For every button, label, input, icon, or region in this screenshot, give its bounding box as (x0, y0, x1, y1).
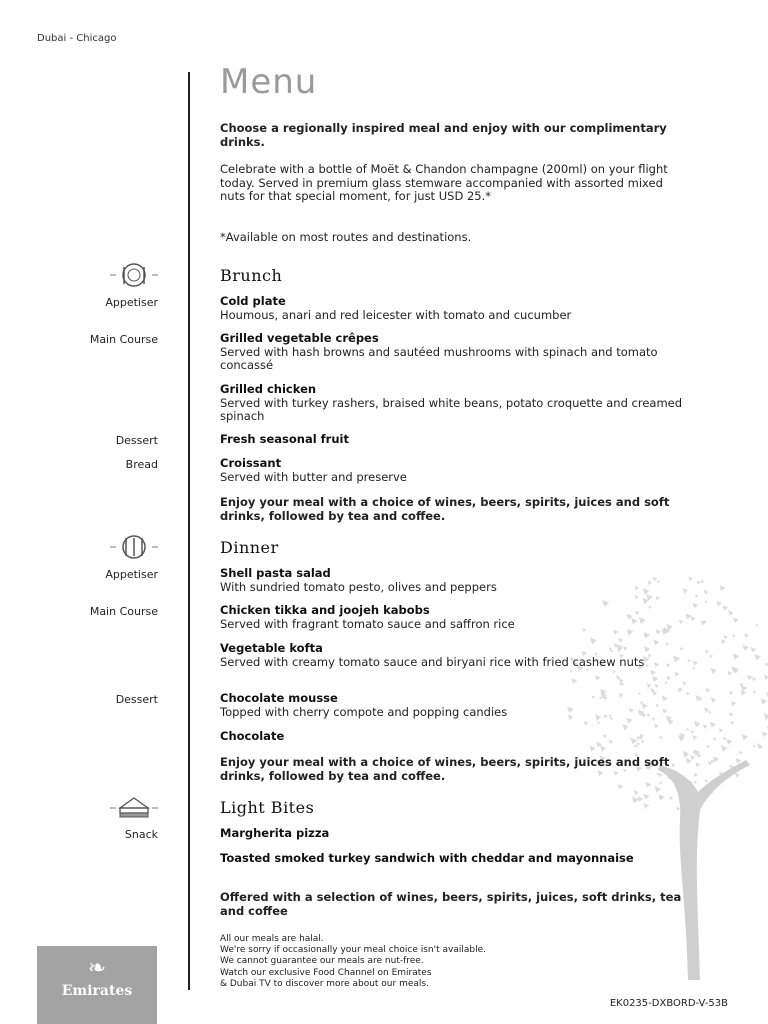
leaf-shape (719, 728, 723, 732)
leaf-shape (751, 647, 757, 653)
leaf-shape (637, 796, 643, 802)
leaf-shape (752, 677, 756, 681)
leaf-shape (694, 773, 698, 777)
leaf-shape (674, 672, 679, 677)
brunch-bread-item (220, 457, 690, 484)
leaf-shape (694, 721, 700, 727)
footnote-line: Watch our exclusive Food Channel on Emirates (220, 967, 432, 978)
item-name: Cold plate (220, 294, 286, 308)
footnote-line: & Dubai TV to discover more about our meals. (220, 978, 429, 989)
leaf-shape (704, 590, 709, 595)
leaf-shape (643, 803, 649, 809)
leaf-shape (723, 605, 728, 610)
brunch-bread-label: Bread (125, 458, 158, 471)
brunch-dessert-item (220, 433, 690, 447)
leaf-shape (618, 784, 623, 789)
item-description: Topped with cherry compote and popping candies (220, 704, 508, 719)
calligraphy-mark-icon: ❧ (87, 956, 107, 981)
leaf-shape (731, 701, 736, 706)
leaf-shape (753, 744, 756, 747)
dinner-main-label: Main Course (89, 605, 158, 618)
leaf-shape (705, 688, 710, 693)
leaf-shape (571, 678, 577, 684)
leaf-shape (654, 724, 659, 729)
item-name: Shell pasta salad (220, 566, 331, 580)
leaf-shape (713, 738, 716, 741)
brunch-drinks: Enjoy your meal with a choice of wines, beers, spirits, juices and soft drinks, followed by tea and coffee. (220, 495, 670, 523)
item-name: Toasted smoked turkey sandwich with cheddar and mayonnaise (220, 851, 634, 865)
leaf-shape (695, 762, 700, 767)
intro-availability: *Available on most routes and destinations. (220, 230, 472, 244)
leaf-shape (744, 633, 749, 638)
leaf-shape (708, 711, 711, 714)
brunch-plate-icon (110, 262, 158, 288)
item-description: Served with turkey rashers, braised white beans, potato croquette and creamed spinach (220, 395, 683, 423)
leaf-shape (747, 675, 753, 681)
leaf-shape (570, 670, 573, 673)
leaf-shape (732, 634, 735, 637)
brunch-main-label: Main Course (89, 333, 158, 346)
leaf-shape (690, 730, 694, 734)
leaf-shape (597, 721, 600, 724)
leaf-shape (733, 653, 739, 659)
brunch-main1-item (220, 332, 690, 373)
brunch-dessert-label: Dessert (115, 434, 158, 447)
leaf-shape (730, 721, 734, 725)
leaf-shape (595, 675, 600, 680)
snack2-item (220, 852, 690, 866)
leaf-shape (723, 737, 727, 741)
footnote-line: We cannot guarantee our meals are nut-free. (220, 956, 424, 967)
leaf-shape (711, 668, 717, 674)
leaf-shape (600, 745, 606, 751)
leaf-shape (644, 632, 650, 638)
snack1-item (220, 827, 690, 841)
leaf-shape (760, 698, 766, 704)
leaf-shape (705, 600, 708, 603)
leaf-shape (652, 676, 658, 682)
leaf-shape (693, 661, 698, 666)
leaf-shape (665, 681, 668, 684)
brunch-title: Brunch (220, 266, 283, 285)
item-description: Served with fragrant tomato sauce and saffron rice (220, 616, 515, 631)
leaf-shape (669, 796, 673, 800)
leaf-shape (694, 781, 697, 784)
leaf-shape (721, 745, 728, 752)
leaf-shape (695, 594, 698, 597)
leaf-shape (634, 790, 639, 795)
leaf-shape (658, 794, 664, 800)
leaf-shape (693, 603, 698, 608)
leaf-shape (704, 779, 708, 783)
leaf-shape (650, 670, 656, 676)
brunch-appetiser-item (220, 295, 690, 322)
item-description: Served with butter and preserve (220, 469, 407, 484)
dinner-dessert-label: Dessert (115, 693, 158, 706)
leaf-shape (729, 712, 733, 716)
leaf-shape (654, 786, 661, 793)
leaf-shape (647, 683, 652, 688)
item-name: Chocolate mousse (220, 691, 338, 705)
intro-lead: Choose a regionally inspired meal and enjoy with our complimentary drinks. (220, 121, 667, 149)
emirates-logo (37, 946, 157, 1024)
leaf-shape (656, 596, 661, 601)
leaf-shape (635, 595, 639, 599)
leaf-shape (716, 601, 722, 607)
item-description: Served with creamy tomato sauce and biryani rice with fried cashew nuts (220, 654, 645, 669)
leaf-shape (710, 722, 716, 728)
footnote (220, 934, 600, 990)
item-name: Margherita pizza (220, 826, 330, 840)
leaf-shape (721, 639, 726, 644)
leaf-shape (729, 691, 733, 695)
light-bites-title: Light Bites (220, 798, 315, 817)
leaf-shape (590, 746, 596, 752)
leaf-shape (764, 675, 768, 680)
snack-label: Snack (124, 828, 158, 841)
dinner-drinks: Enjoy your meal with a choice of wines, beers, spirits, juices and soft drinks, followed by tea and coffee. (220, 755, 670, 783)
leaf-shape (753, 691, 756, 694)
leaf-shape (755, 624, 758, 627)
footnote-line: All our meals are halal. (220, 934, 324, 944)
sandwich-icon (110, 795, 158, 821)
item-description: Served with hash browns and sautéed mushrooms with spinach and tomato concassé (220, 344, 658, 372)
item-name: Grilled vegetable crêpes (220, 331, 379, 345)
vertical-divider (188, 72, 190, 990)
leaf-shape (655, 684, 659, 688)
item-name: Vegetable kofta (220, 641, 323, 655)
leaf-shape (692, 735, 697, 740)
leaf-shape (584, 721, 588, 725)
brunch-appetiser-label: Appetiser (105, 296, 158, 309)
leaf-shape (733, 617, 739, 623)
leaf-shape (742, 645, 748, 651)
leaf-shape (711, 697, 717, 703)
page-title: Menu (220, 62, 318, 102)
dinner-appetiser-label: Appetiser (105, 568, 158, 581)
leaf-shape (764, 713, 768, 720)
item-name: Grilled chicken (220, 382, 317, 396)
leaf-shape (690, 616, 695, 621)
leaf-shape (728, 610, 734, 616)
brunch-main2-item (220, 383, 690, 424)
item-description: Houmous, anari and red leicester with tomato and cucumber (220, 307, 572, 322)
leaf-shape (706, 745, 709, 748)
leaf-shape (643, 794, 649, 800)
dinner-main1-item (220, 604, 690, 631)
item-name: Chocolate (220, 729, 285, 743)
leaf-shape (735, 773, 740, 778)
dinner-title: Dinner (220, 538, 279, 557)
leaf-shape (736, 758, 742, 764)
item-name: Chicken tikka and joojeh kabobs (220, 603, 430, 617)
footnote-line: We're sorry if occasionally your meal choice isn't available. (220, 945, 486, 956)
dinner-dessert1-item (220, 692, 690, 719)
leaf-shape (754, 654, 761, 661)
light-bites-drinks: Offered with a selection of wines, beers, spirits, juices, soft drinks, tea and coffee (220, 890, 682, 918)
leaf-shape (739, 751, 743, 755)
leaf-shape (762, 731, 768, 737)
leaf-shape (690, 755, 695, 760)
leaf-shape (742, 734, 748, 740)
item-name: Fresh seasonal fruit (220, 432, 349, 446)
item-description: With sundried tomato pesto, olives and peppers (220, 579, 497, 594)
leaf-shape (719, 585, 725, 591)
dinner-plate-icon (110, 534, 158, 560)
logo-wordmark: Emirates (61, 983, 133, 999)
leaf-shape (632, 797, 639, 804)
leaf-shape (612, 670, 616, 674)
dinner-dessert2-item (220, 730, 690, 744)
dinner-main2-item (220, 642, 690, 669)
menu-code: EK0235-DXBORD-V-53B (609, 998, 728, 1009)
leaf-shape (676, 807, 680, 811)
leaf-shape (726, 739, 732, 745)
item-name: Croissant (220, 456, 282, 470)
dinner-appetiser-item (220, 567, 690, 594)
route-label: Dubai - Chicago (37, 33, 117, 44)
leaf-shape (692, 667, 695, 670)
leaf-shape (697, 581, 701, 585)
leaf-shape (705, 650, 709, 654)
leaf-shape (682, 681, 686, 685)
leaf-shape (703, 724, 708, 729)
leaf-shape (701, 580, 705, 584)
leaf-shape (727, 671, 732, 676)
leaf-shape (724, 635, 728, 639)
intro-champagne: Celebrate with a bottle of Moët & Chandon champagne (200ml) on your flight today. Served in premium glass stemware accompanied with assorted mixed nuts for that special moment, for just USD 25.* (220, 162, 668, 203)
leaf-shape (709, 654, 713, 658)
